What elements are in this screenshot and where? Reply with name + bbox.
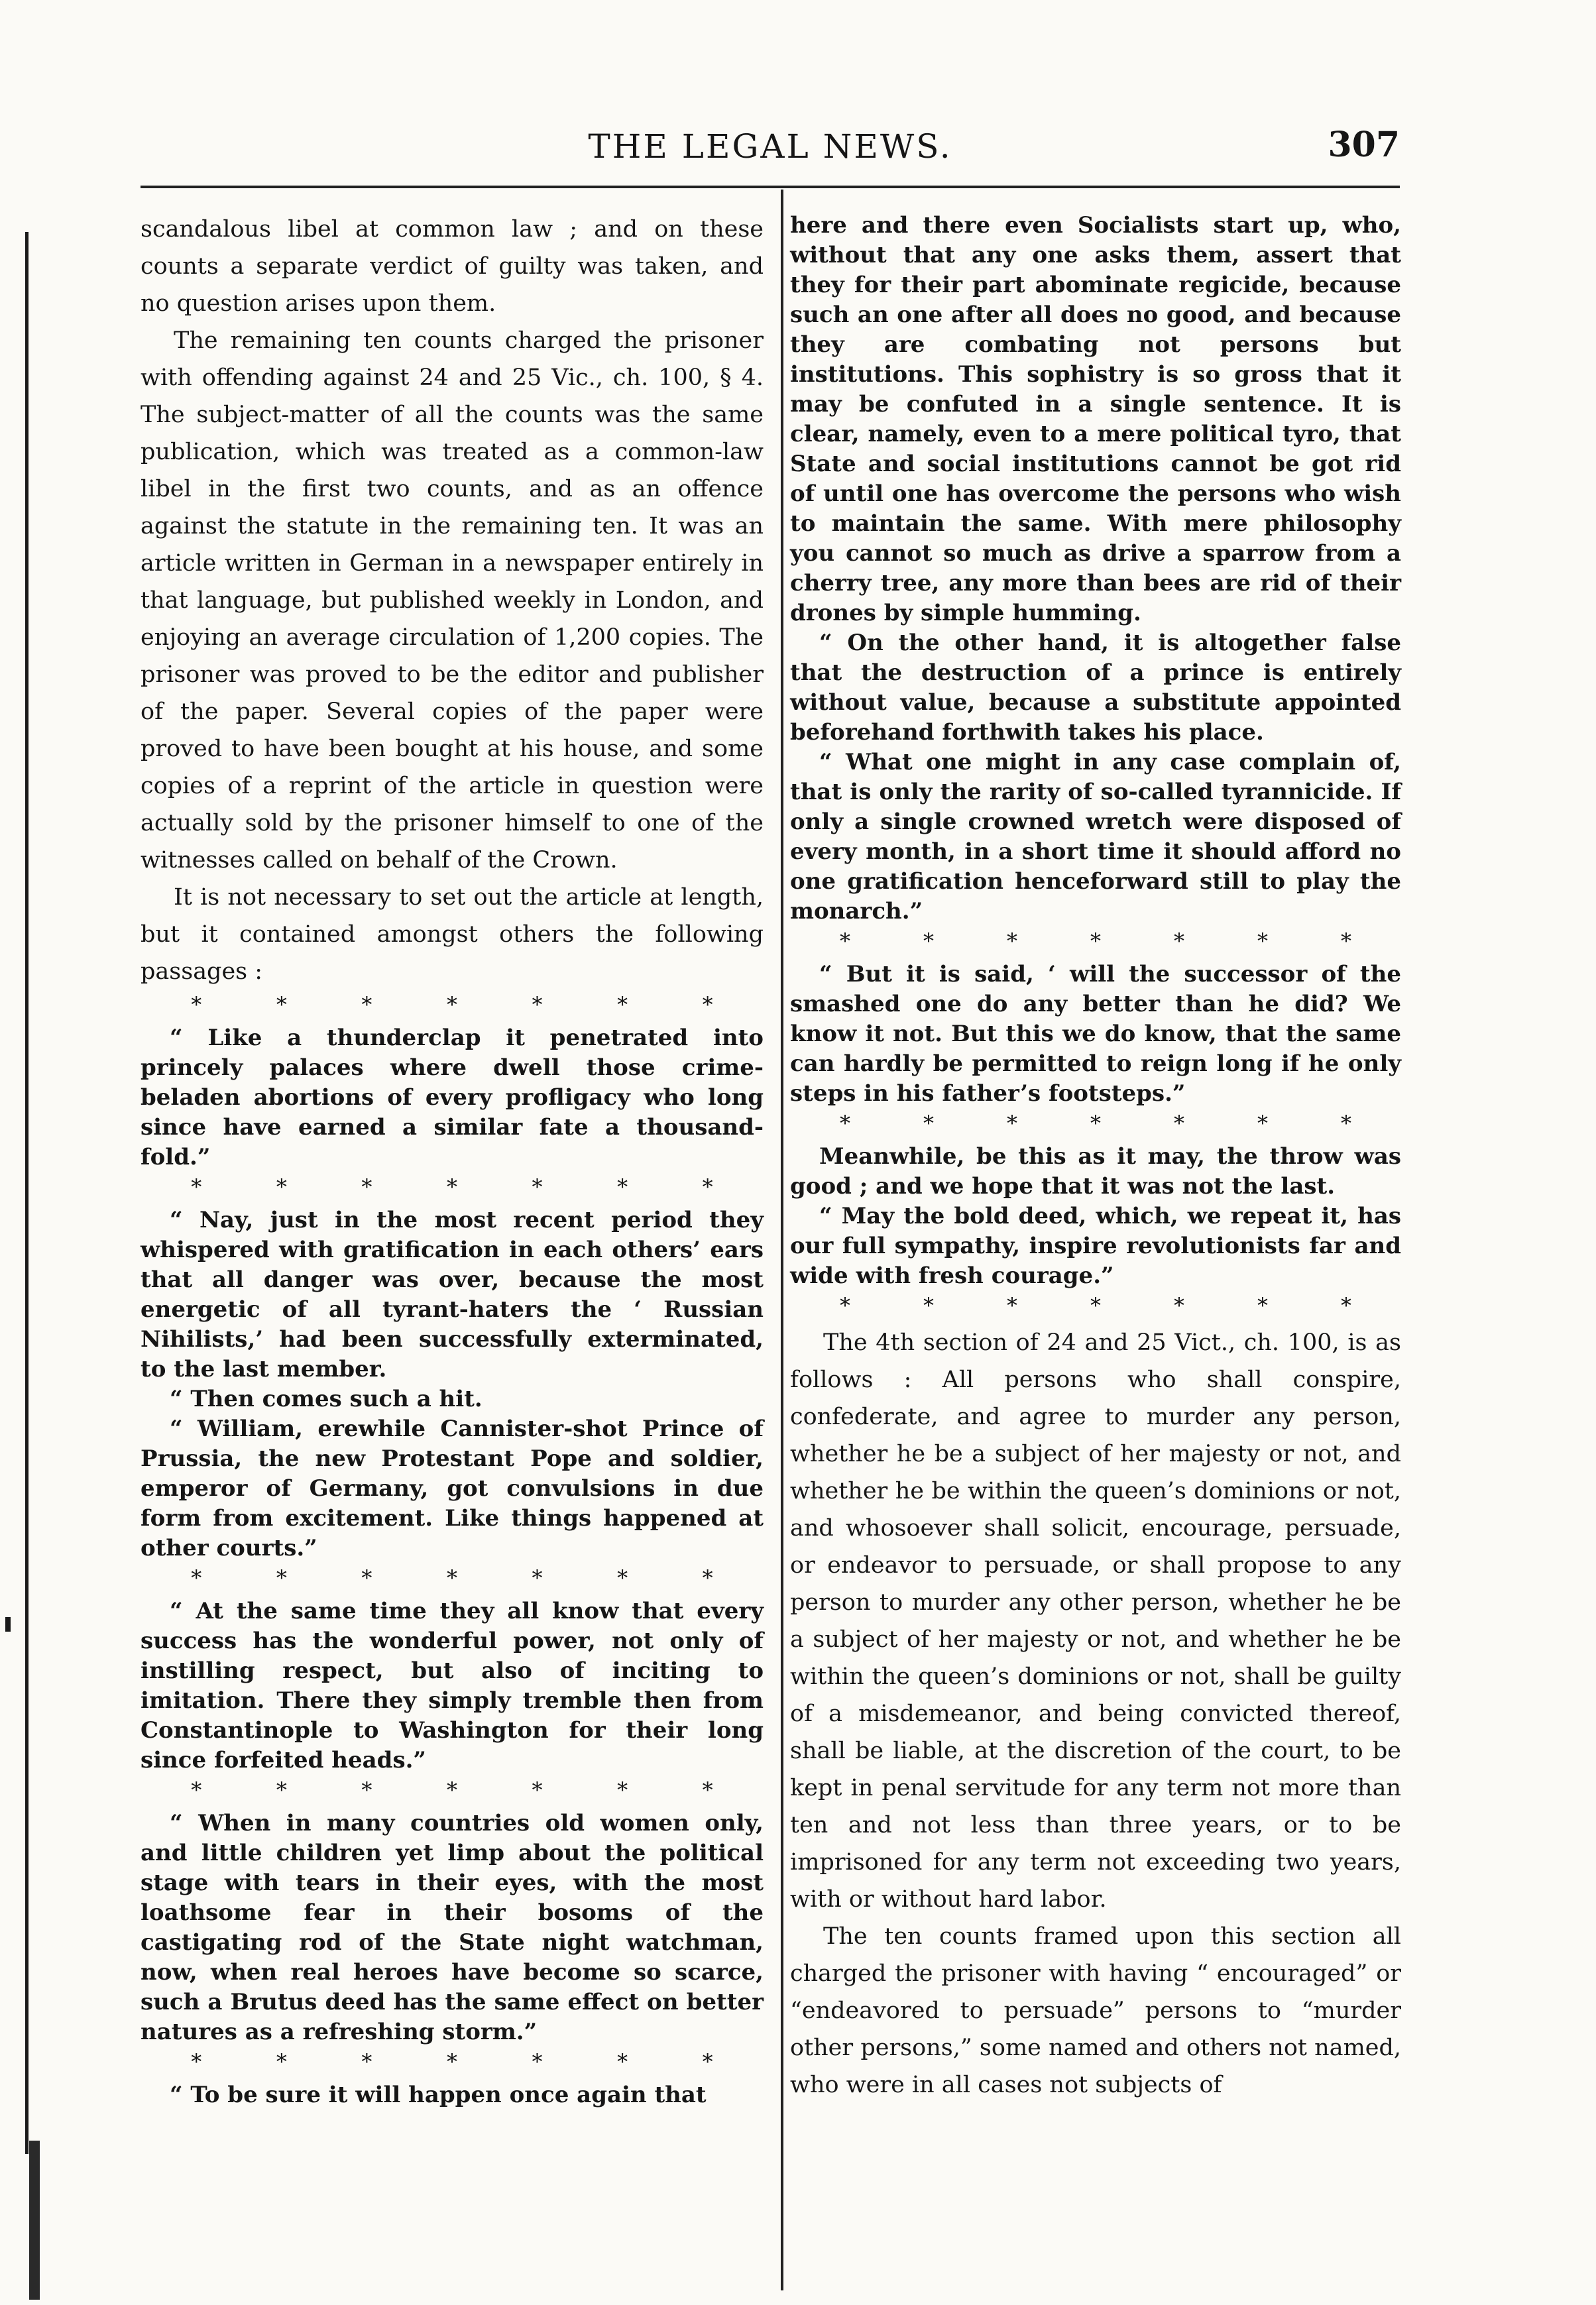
- quoted-passage: “ When in many countries old women only, and little children yet limp about the political stage with tears in their eyes, with the most loathsome fear in their bosoms of the castigating rod of the State night watchman, now, when real heroes have become so scarce, such a Brutus deed has the same effect on better natures as a refreshing storm.”: [141, 1810, 764, 2045]
- ellipsis-stars: * * * * * * *: [840, 928, 1351, 954]
- margin-scan-line: [25, 232, 28, 2154]
- ellipsis-stars: * * * * * * *: [840, 1293, 1351, 1318]
- paragraph: The 4th section of 24 and 25 Vict., ch. 100, is as follows : All persons who shall conspire, confederate, and agree to murder any person, whether he be a subject of her majesty or not, and whether he be within the queen’s dominions or not, and whosoever shall solicit, encourage, persuade, or endeavor to persuade, or shall propose to any person to murder any other person, whether he be a subject of her majesty or not, and whether he be within the queen’s dominions or not, shall be guilty of a misdemeanor, and being convicted thereof, shall be liable, at the discretion of the court, to be kept in penal servitude for any term not more than ten and not less than three years, or to be imprisoned for any term not exceeding two years, with or without hard labor.: [790, 1329, 1401, 1913]
- page-number: 307: [1328, 125, 1400, 165]
- quoted-passage: here and there even Socialists start up, who, without that any one asks them, assert that they for their part abominate regicide, because such an one after all does no good, and because they are combating not persons but institutions. This sophistry is so gross that it may be confuted in a single sentence. It is clear, namely, even to a mere political tyro, that State and social institutions cannot be got rid of until one has overcome the persons who wish to maintain the same. With mere philosophy you cannot so much as drive a sparrow from a cherry tree, any more than bees are rid of their drones by simple humming.: [790, 212, 1401, 626]
- ellipsis-stars: * * * * * * *: [191, 1565, 713, 1591]
- header-rule: [141, 186, 1400, 188]
- right-column: [790, 211, 1401, 2104]
- running-head: THE LEGAL NEWS.: [588, 127, 952, 166]
- margin-dot: [5, 1617, 11, 1632]
- left-column: [141, 211, 764, 2110]
- quoted-passage: “ At the same time they all know that every success has the wonderful power, not only of instilling respect, but also of inciting to imitation. There they simply tremble then from Constantinople to Washington for their long since forfeited heads.”: [141, 1598, 764, 1773]
- quoted-passage: Meanwhile, be this as it may, the throw was good ; and we hope that it was not the last.: [790, 1143, 1401, 1200]
- quoted-passage: “ Then comes such a hit.: [170, 1386, 483, 1412]
- paragraph: The remaining ten counts charged the prisoner with offending against 24 and 25 Vic., ch. 100, § 4. The subject-matter of all the counts was the same publication, which was treated as a common-law libel in the first two counts, and as an offence against the statute in the remaining ten. It was an article written in German in a newspaper entirely in that language, but published weekly in London, and enjoying an average circulation of 1,200 copies. The prisoner was proved to be the editor and publisher of the paper. Several copies of the paper were proved to have been bought at his house, and some copies of a reprint of the article in question were actually sold by the prisoner himself to one of the witnesses called on behalf of the Crown.: [141, 327, 764, 873]
- quoted-passage: “ May the bold deed, which, we repeat it, has our full sympathy, inspire revolutionists far and wide with fresh courage.”: [790, 1203, 1401, 1289]
- ellipsis-stars: * * * * * * *: [840, 1111, 1351, 1136]
- ellipsis-stars: * * * * * * *: [191, 2049, 713, 2074]
- paragraph: scandalous libel at common law ; and on these counts a separate verdict of guilty was taken, and no question arises upon them.: [141, 216, 764, 317]
- quoted-passage: “ To be sure it will happen once again that: [170, 2082, 707, 2108]
- ellipsis-stars: * * * * * * *: [191, 1777, 713, 1803]
- quoted-passage: “ On the other hand, it is altogether false that the destruction of a prince is entirely without value, because a substitute appointed beforehand forthwith takes his place.: [790, 630, 1401, 746]
- paragraph: It is not necessary to set out the article at length, but it contained amongst others the following passages :: [141, 884, 764, 985]
- margin-scan-line: [29, 2141, 40, 2300]
- paragraph: The ten counts framed upon this section all charged the prisoner with having “ encouraged” or “endeavored to persuade” persons to “murder other persons,” some named and others not named, who were in all cases not subjects of: [790, 1923, 1401, 2098]
- column-divider: [781, 190, 783, 2290]
- page-header: [141, 118, 1400, 171]
- quoted-passage: “ Like a thunderclap it penetrated into princely palaces where dwell those crime-beladen abortions of every profligacy who long since have earned a similar fate a thousand-fold.”: [141, 1025, 764, 1170]
- ellipsis-stars: * * * * * * *: [191, 1174, 713, 1200]
- quoted-passage: “ William, erewhile Cannister-shot Prince of Prussia, the new Protestant Pope and soldier, emperor of Germany, got convulsions in due form from excitement. Like things happened at other courts.”: [141, 1416, 764, 1561]
- quoted-passage: “ What one might in any case complain of, that is only the rarity of so-called tyrannicide. If only a single crowned wretch were disposed of every month, in a short time it should afford no one gratification henceforward still to play the monarch.”: [790, 749, 1401, 925]
- ellipsis-stars: * * * * * * *: [191, 992, 713, 1017]
- quoted-passage: “ But it is said, ‘ will the successor of the smashed one do any better than he did? We know it not. But this we do know, that the same can hardly be permitted to reign long if he only steps in his father’s footsteps.”: [790, 961, 1401, 1107]
- quoted-passage: “ Nay, just in the most recent period they whispered with gratification in each others’ ears that all danger was over, because the most energetic of all tyrant-haters the ‘ Russian Nihilists,’ had been successfully exterminated, to the last member.: [141, 1207, 764, 1382]
